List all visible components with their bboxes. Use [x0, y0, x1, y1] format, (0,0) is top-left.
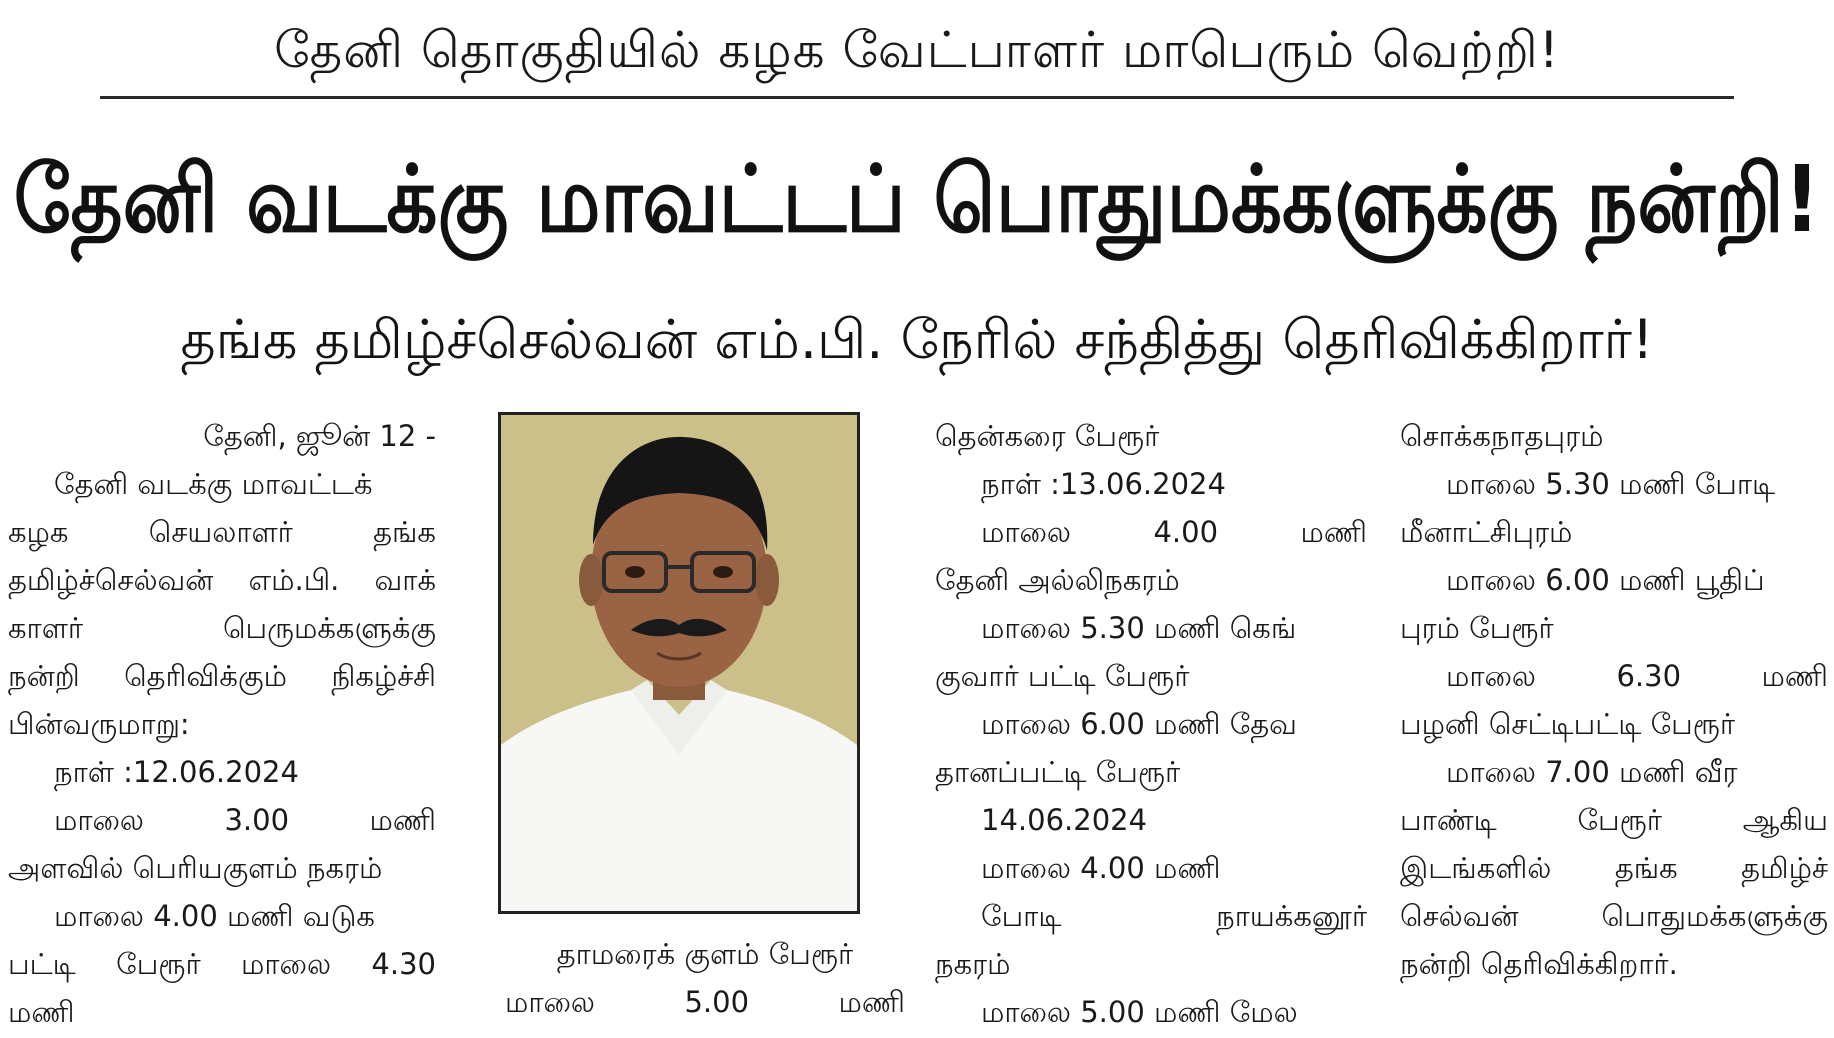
text-line: மணி [8, 995, 75, 1029]
headline-divider [100, 96, 1734, 99]
text-line: பழனி செட்டிபட்டி பேரூர் [1400, 707, 1736, 741]
portrait-photo [498, 412, 860, 914]
text-line: நகரம் [935, 947, 1011, 981]
text-line: மாலை 7.00 மணி வீர [1446, 755, 1738, 789]
text-line: செல்வன் பொதுமக்களுக்கு [1400, 899, 1828, 933]
text-line: இடங்களில் தங்க தமிழ்ச் [1400, 851, 1828, 885]
sub-headline: தங்க தமிழ்ச்செல்வன் எம்.பி. நேரில் சந்தித்து தெரிவிக்கிறார்! [180, 308, 1654, 371]
text-line: மாலை 5.30 மணி போடி [1446, 467, 1776, 501]
schedule-date: நாள் :13.06.2024 [981, 467, 1226, 501]
article-column-1 [8, 412, 436, 1036]
text-line: மாலை 6.30 மணி [1446, 659, 1828, 693]
text-line: மாலை 4.00 மணி [981, 515, 1367, 549]
text-line: காளர் பெருமக்களுக்கு [8, 611, 436, 645]
text-line: பின்வருமாறு: [8, 707, 190, 741]
main-headline: தேனி வடக்கு மாவட்டப் பொதுமக்களுக்கு நன்றி! [13, 145, 1821, 253]
text-line: மாலை 4.00 மணி [981, 851, 1221, 885]
text-line: அளவில் பெரியகுளம் நகரம் [8, 851, 383, 885]
text-line: தேனி அல்லிநகரம் [935, 563, 1180, 597]
text-line: மாலை 6.00 மணி தேவ [981, 707, 1297, 741]
text-line: தமிழ்ச்செல்வன் எம்.பி. வாக் [8, 563, 436, 597]
text-line: சொக்கநாதபுரம் [1400, 419, 1604, 453]
kicker-headline: தேனி தொகுதியில் கழக வேட்பாளர் மாபெரும் வெற்றி! [274, 21, 1560, 79]
dateline: தேனி, ஜூன் 12 - [203, 419, 436, 453]
article-column-3 [935, 412, 1367, 1036]
schedule-date: நாள் :12.06.2024 [54, 755, 299, 789]
text-line: தேனி வடக்கு மாவட்டக் [54, 467, 373, 501]
schedule-date: 14.06.2024 [981, 803, 1148, 837]
text-line: பட்டி பேரூர் மாலை 4.30 [8, 947, 436, 981]
text-line: நன்றி தெரிவிக்கிறார். [1400, 947, 1678, 981]
text-line: மாலை 5.00 மணி மேல [981, 995, 1298, 1029]
text-line: தானப்பட்டி பேரூர் [935, 755, 1181, 789]
portrait-illustration [501, 415, 857, 911]
text-line: நன்றி தெரிவிக்கும் நிகழ்ச்சி [8, 659, 436, 693]
text-line: தென்கரை பேரூர் [935, 419, 1160, 453]
text-line: போடி நாயக்கனூர் [981, 899, 1367, 933]
caption-line: மாலை 5.00 மணி [505, 985, 905, 1019]
text-line: புரம் பேரூர் [1400, 611, 1554, 645]
text-line: பாண்டி பேரூர் ஆகிய [1400, 803, 1828, 837]
text-line: குவார் பட்டி பேரூர் [935, 659, 1190, 693]
photo-caption [505, 930, 905, 1026]
text-line: மாலை 6.00 மணி பூதிப் [1446, 563, 1765, 597]
caption-line: தாமரைக் குளம் பேரூர் [556, 937, 854, 971]
text-line: கழக செயலாளர் தங்க [8, 515, 436, 549]
text-line: மாலை 4.00 மணி வடுக [54, 899, 375, 933]
text-line: மாலை 3.00 மணி [54, 803, 436, 837]
article-column-4 [1400, 412, 1828, 988]
text-line: மாலை 5.30 மணி கெங் [981, 611, 1297, 645]
text-line: மீனாட்சிபுரம் [1400, 515, 1573, 549]
